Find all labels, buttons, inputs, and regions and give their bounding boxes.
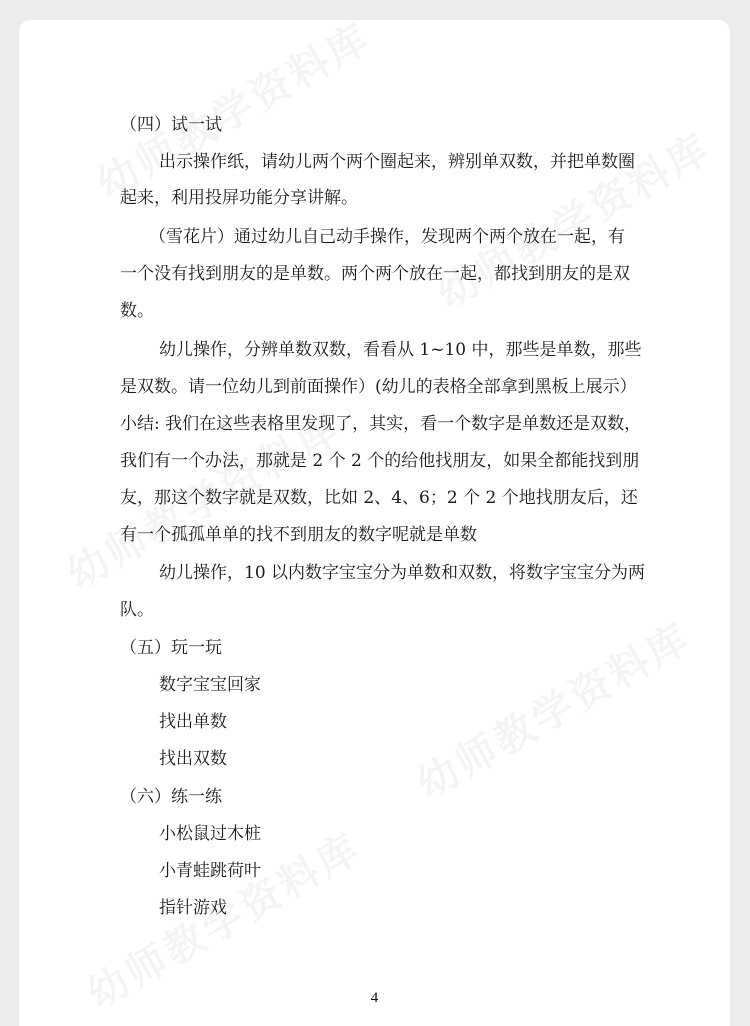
paragraph-line: 有一个孤孤单单的找不到朋友的数字呢就是单数 <box>120 525 477 545</box>
list-item: 找出单数 <box>159 712 227 732</box>
list-item: 找出双数 <box>159 749 227 769</box>
paragraph-line: 我们有一个办法，那就是 2 个 2 个的给他找朋友，如果全都能找到朋 <box>120 451 640 471</box>
list-item: 指针游戏 <box>159 898 227 918</box>
paragraph-line: 一个没有找到朋友的是单数。两个两个放在一起，都找到朋友的是双 <box>120 264 630 284</box>
document-page <box>19 20 730 1026</box>
watermark <box>405 607 700 810</box>
section-heading: （四）试一试 <box>120 115 222 135</box>
paragraph-line: 出示操作纸，请幼儿两个两个圈起来，辨别单双数，并把单数圈 <box>159 152 635 172</box>
paragraph-line: 数。 <box>120 301 154 321</box>
paragraph-line: 幼儿操作，分辨单数双数，看看从 1~10 中，那些是单数，那些 <box>159 340 642 360</box>
paragraph-line: 是双数。请一位幼儿到前面操作）(幼儿的表格全部拿到黑板上展示） <box>120 377 637 397</box>
list-item: 数字宝宝回家 <box>159 675 261 695</box>
section-heading: （六）练一练 <box>120 787 222 807</box>
page-number: 4 <box>370 990 379 1006</box>
watermark <box>425 117 720 320</box>
list-item: 小松鼠过木桩 <box>159 824 261 844</box>
section-heading: （五）玩一玩 <box>120 638 222 658</box>
list-item: 小青蛙跳荷叶 <box>159 861 261 881</box>
paragraph-line: 起来，利用投屏功能分享讲解。 <box>120 188 358 208</box>
paragraph-line: （雪花片）通过幼儿自己动手操作，发现两个两个放在一起，有 <box>149 227 625 247</box>
paragraph-line: 幼儿操作，10 以内数字宝宝分为单数和双数，将数字宝宝分为两 <box>159 563 646 583</box>
paragraph-line: 队。 <box>120 600 154 620</box>
paragraph-line: 友，那这个数字就是双数，比如 2、4、6；2 个 2 个地找朋友后，还 <box>120 488 638 508</box>
paragraph-line: 小结: 我们在这些表格里发现了，其实，看一个数字是单数还是双数， <box>120 414 642 434</box>
